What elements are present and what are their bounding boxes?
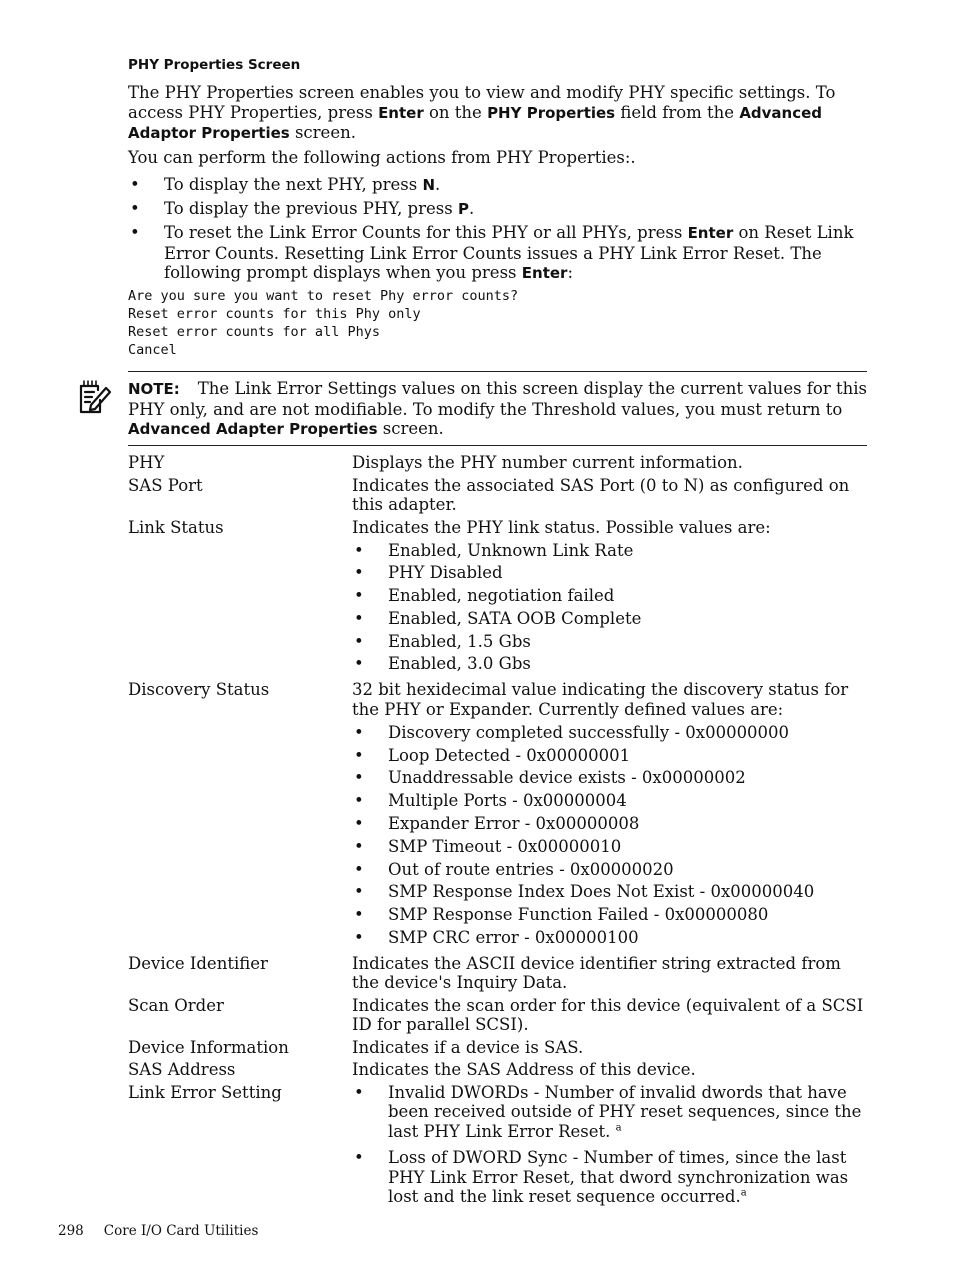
definition-row: [128, 680, 868, 950]
list-item: • To display the next PHY, press N.: [128, 175, 868, 196]
definition-row: [128, 1060, 868, 1080]
definition-desc: Indicates the associated SAS Port (0 to N) as configured on this adapter.: [352, 475, 850, 514]
definition-row: [128, 453, 868, 473]
list-item: • Enabled, 1.5 Gbs: [352, 632, 868, 652]
definition-term: Discovery Status: [128, 680, 270, 700]
list-item: • Discovery completed successfully - 0x00000000: [352, 723, 868, 743]
note-paragraph: NOTE: The Link Error Settings values on this screen display the current values for this PHY only, and are not modifiable. To modify the Threshold values, you must return to Advanced Adapter Properties screen.: [128, 379, 867, 438]
list-item: • Invalid DWORDs - Number of invalid dwords that have been received outside of PHY reset sequences, since the last PHY Link Error Reset. $^a$: [352, 1083, 868, 1142]
list-item: • Unaddressable device exists - 0x00000002: [352, 768, 868, 788]
intro-paragraph: The PHY Properties screen enables you to view and modify PHY specific settings. To access PHY Properties, press Enter on the PHY Properties field from the Advanced Adaptor Properties screen.: [128, 83, 836, 142]
definition-row: [128, 1083, 868, 1210]
list-item: • To display the previous PHY, press P.: [128, 199, 868, 220]
page-number: 298: [58, 1223, 84, 1239]
note-icon: [78, 380, 112, 414]
definition-desc: [352, 1083, 868, 1210]
definition-term: PHY: [128, 453, 165, 472]
definition-term: SAS Port: [128, 475, 203, 495]
key-enter: Enter: [378, 103, 424, 122]
note-bottom-rule: [128, 445, 867, 446]
definition-term: Scan Order: [128, 995, 224, 1015]
definition-row: [128, 1038, 868, 1058]
list-item: • Multiple Ports - 0x00000004: [352, 791, 868, 811]
list-item: • SMP Response Function Failed - 0x00000080: [352, 905, 868, 925]
chapter-title: Core I/O Card Utilities: [103, 1223, 259, 1239]
list-item: • Expander Error - 0x00000008: [352, 814, 868, 834]
screen-advanced-adapter-properties: Advanced Adapter Properties: [128, 420, 378, 438]
actions-lead: You can perform the following actions from PHY Properties:.: [128, 148, 636, 167]
page-footer: [58, 1222, 258, 1242]
definition-desc: 32 bit hexidecimal value indicating the discovery status for the PHY or Expander. Currently defined values are: • Discovery completed successfully - 0x00000000 • Loop Detected - 0x00000001 • Unaddressable device exists - 0x00000002 • Multiple Ports - 0x00000004 • Expander Error - 0x00000008 • SMP Timeout - 0x00000010 • Out of route entries - 0x00000020 • SMP Response Index Does Not Exist - 0x00000040 • SMP Response Function Failed - 0x00000080 • SMP CRC error - 0x00000100: [352, 680, 868, 950]
list-item: • Enabled, SATA OOB Complete: [352, 609, 868, 629]
list-item: • To reset the Link Error Counts for this PHY or all PHYs, press Enter on Reset Link Error Counts. Resetting Link Error Counts issues a PHY Link Error Reset. The following prompt displays when you press Enter:: [128, 223, 868, 284]
list-item: • Loop Detected - 0x00000001: [352, 746, 868, 766]
list-item: • SMP Timeout - 0x00000010: [352, 837, 868, 857]
definition-row: [128, 996, 868, 1035]
list-item: • Enabled, negotiation failed: [352, 586, 868, 606]
prompt-code-block: Are you sure you want to reset Phy error counts? Reset error counts for this Phy only Reset error counts for all Phys Cancel: [128, 288, 519, 358]
definition-desc: Indicates the SAS Address of this device.: [352, 1060, 696, 1080]
definition-term: Device Information: [128, 1037, 289, 1057]
definition-row: [128, 954, 868, 993]
definition-term: Device Identifier: [128, 953, 268, 973]
definition-term: SAS Address: [128, 1060, 236, 1080]
definition-term: Link Status: [128, 517, 224, 537]
note-top-rule: [128, 371, 867, 372]
definition-desc: Displays the PHY number current information.: [352, 453, 743, 472]
section-title: PHY Properties Screen: [128, 57, 301, 73]
definition-term: Link Error Setting: [128, 1082, 282, 1102]
list-item: • Out of route entries - 0x00000020: [352, 860, 868, 880]
list-item: • Enabled, Unknown Link Rate: [352, 541, 868, 561]
footnote-marker: a: [615, 1122, 622, 1134]
list-item: • Enabled, 3.0 Gbs: [352, 654, 868, 674]
screen-advanced-adaptor-properties: Advanced Adaptor Properties: [128, 103, 823, 142]
note-label: NOTE:: [128, 380, 180, 398]
definition-desc: Indicates the scan order for this device (equivalent of a SCSI ID for parallel SCSI).: [352, 995, 864, 1035]
definition-row: [128, 518, 868, 678]
list-item: • Loss of DWORD Sync - Number of times, since the last PHY Link Error Reset, that dword synchronization was lost and the link reset sequence occurred.$^a$: [352, 1148, 868, 1207]
list-item: • SMP Response Index Does Not Exist - 0x00000040: [352, 882, 868, 902]
field-phy-properties: PHY Properties: [487, 103, 616, 122]
actions-list: [128, 175, 868, 287]
definition-desc: Indicates if a device is SAS.: [352, 1037, 584, 1057]
list-item: • PHY Disabled: [352, 563, 868, 583]
footnote-marker: a: [740, 1187, 747, 1199]
definition-list: [128, 453, 868, 1213]
list-item: • SMP CRC error - 0x00000100: [352, 928, 868, 948]
definition-desc: Indicates the ASCII device identifier string extracted from the device's Inquiry Data.: [352, 953, 841, 993]
definition-row: [128, 476, 868, 515]
definition-desc: Indicates the PHY link status. Possible values are: • Enabled, Unknown Link Rate • PHY Disabled • Enabled, negotiation failed • Enabled, SATA OOB Complete • Enabled, 1.5 Gbs • Enabled, 3.0 Gbs: [352, 518, 868, 678]
